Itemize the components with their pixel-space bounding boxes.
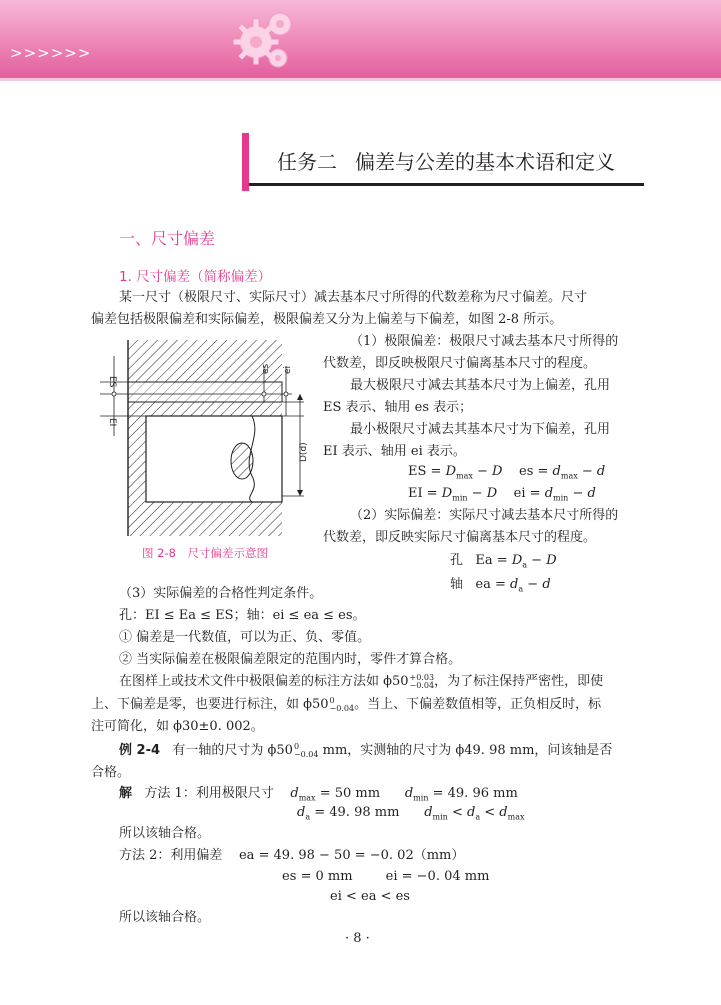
solution-inequality-2: ei < ea < es [330,889,410,904]
notation-line-1: 在图样上或技术文件中极限偏差的标注方法如 ϕ50 +0.03 −0.04 ，为了标注保持严密性，即使 [119,672,604,690]
task-title-text: 偏差与公差的基本术语和定义 [355,150,615,174]
header-band [0,0,721,78]
label-ES: ES [107,376,117,388]
lower-deviation-line-2: EI 表示、轴用 ei 表示。 [323,444,466,459]
formula-shaft-actual: 轴 ea = $d_a - d$ [450,577,551,594]
chevron-decoration: >>>>>> [10,44,92,62]
deviation-def-line-1: （1）极限偏差：极限尺寸减去基本尺寸所得的 [350,334,619,349]
solution-method-1: 解 方法 1：利用极限尺寸 $d_{max} = 50$ mm $d_{min} = 49$. 96 mm [119,786,518,803]
formula-hole-actual: 孔 $Ea = D_a - D$ [450,553,557,570]
formula-upper-deviation: ES = $D_{max} - D$ es = $d_{max} - d$ [408,464,606,481]
solution-method-2: 方法 2：利用偏差 ea = 49. 98 − 50 = −0. 02（mm） [119,848,465,863]
notation-line-3: 注可简化，如 ϕ30±0. 002。 [91,719,264,734]
intro-line-1: 某一尺寸（极限尺寸、实际尺寸）减去基本尺寸所得的代数差称为尺寸偏差。尺寸 [119,290,588,305]
label-D: D(d) [299,442,309,462]
conditions-note-1: ① 偏差是一代数值，可以为正、负、零值。 [119,630,371,645]
conditions-note-2: ② 当实际偏差在极限偏差限定的范围内时，零件才算合格。 [119,652,462,667]
subsection-heading: 1. 尺寸偏差（简称偏差） [119,269,272,285]
label-es: es [261,363,271,374]
task-title [277,146,615,175]
gear-icon [228,0,298,78]
intro-line-2: 偏差包括极限偏差和实际偏差，极限偏差又分为上偏差与下偏差，如图 2-8 所示。 [91,312,563,327]
example-line-2: 合格。 [91,765,131,780]
upper-deviation-line-2: ES 表示、轴用 es 表示； [323,400,473,415]
header-strip [0,78,721,81]
section-heading: 一、尺寸偏差 [119,229,216,248]
solution-conclusion-1: 所以该轴合格。 [119,826,211,841]
label-EI: EI [107,418,117,427]
example-line-1: 例 2-4 有一轴的尺寸为 ϕ50 0 −0.04 mm，实测轴的尺寸为 ϕ49. 98 mm，问该轴是否 [119,741,613,759]
task-number: 任务二 [277,150,337,174]
solution-deviations: es = 0 mm ei = −0. 04 mm [282,869,490,884]
page-number: · 8 · [345,931,370,946]
label-ei: ei [283,365,293,374]
shaft-body [146,416,282,502]
deviation-def-line-2: 代数差，即反映极限尺寸偏离基本尺寸的程度。 [323,356,597,371]
conditions-heading: （3）实际偏差的合格性判定条件。 [119,586,323,601]
formula-lower-deviation: EI = $D_{min} - D$ ei = $d_{min} - d$ [408,486,596,503]
actual-deviation-line-1: （2）实际偏差：实际尺寸减去基本尺寸所得的 [350,508,619,523]
lower-deviation-line-1: 最小极限尺寸减去其基本尺寸为下偏差，孔用 [350,422,611,437]
title-underline [249,183,644,186]
solution-conclusion-2: 所以该轴合格。 [119,910,211,925]
upper-deviation-line-1: 最大极限尺寸减去其基本尺寸为上偏差，孔用 [350,378,611,393]
notation-line-2: 上、下偏差是零，也要进行标注，如 ϕ50 0 −0.04 。当上、下偏差数值相等，正负相反时，标 [91,695,602,713]
actual-deviation-line-2: 代数差，即反映实际尺寸偏离基本尺寸的程度。 [323,530,597,545]
conditions-inequality: 孔：EI ≤ Ea ≤ ES；轴：ei ≤ ea ≤ es。 [119,608,366,623]
title-accent-bar [242,133,249,191]
solution-measured: $d_a = 49$. 98 mm $d_{min} < d_a < d_{max}$ [297,805,525,822]
figure-caption: 图 2-8 尺寸偏差示意图 [142,546,268,560]
deviation-diagram [92,336,317,541]
